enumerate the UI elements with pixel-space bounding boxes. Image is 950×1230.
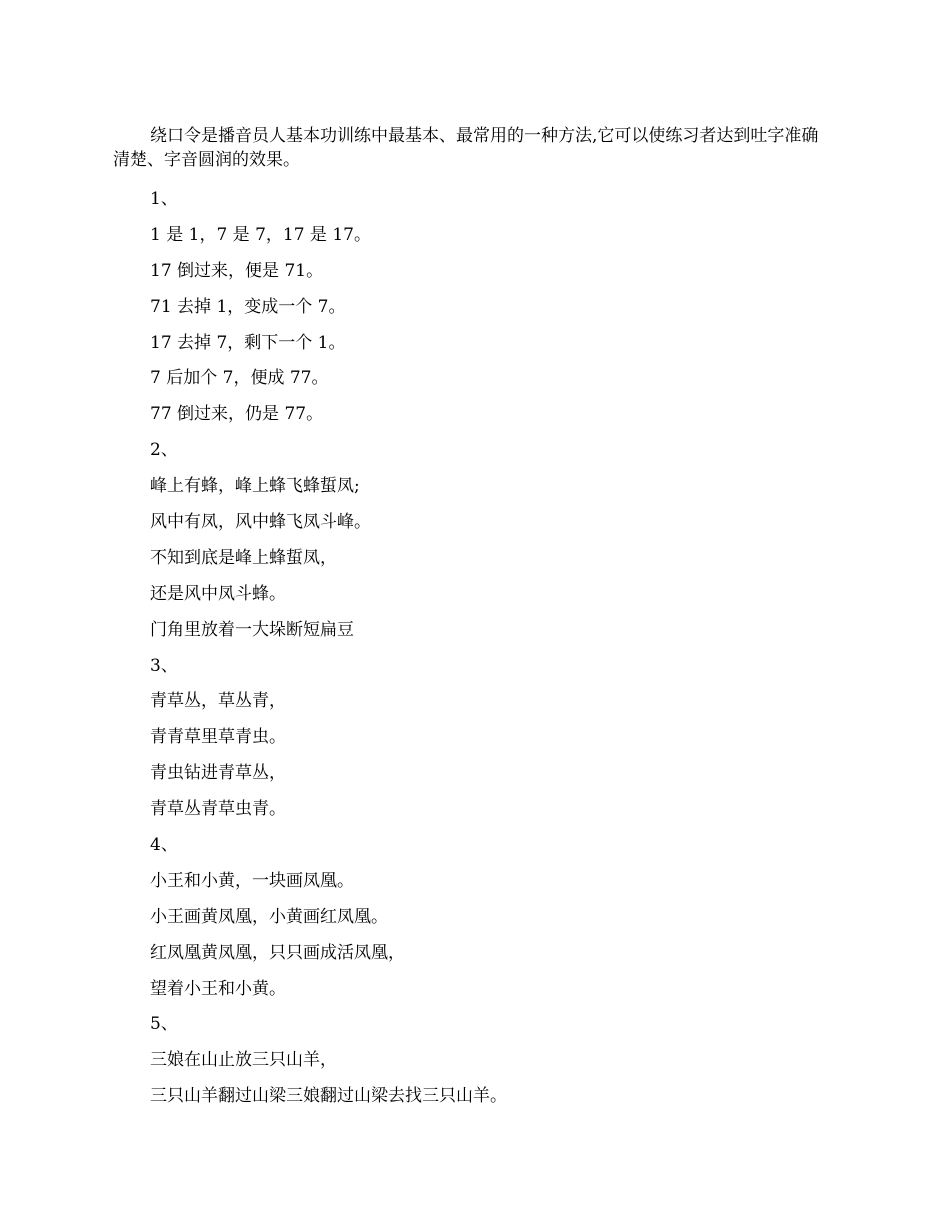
section-number-3: 3、 [150,655,178,676]
tongue-twister-list [150,182,850,1115]
section-number-5: 5、 [150,1014,178,1035]
text-line: 门角里放着一大垛断短扁豆 [150,619,354,640]
text-line: 青草丛青草虫青。 [150,799,286,820]
text-line: 77 倒过来，仍是 77。 [150,404,324,425]
text-line: 峰上有蜂，峰上蜂飞蜂蜇凤; [150,476,360,497]
text-line: 青草丛，草丛青， [150,691,286,712]
section-number-4: 4、 [150,835,178,856]
text-line: 望着小王和小黄。 [150,978,286,999]
text-line: 7 后加个 7，便成 77。 [150,368,329,389]
text-line: 小王画黄凤凰，小黄画红凤凰。 [150,906,388,927]
section-number-2: 2、 [150,440,178,461]
text-line: 青虫钻进青草丛， [150,763,286,784]
text-line: 还是风中凤斗蜂。 [150,583,286,604]
text-line: 小王和小黄，一块画凤凰。 [150,870,354,891]
text-line: 17 倒过来，便是 71。 [150,260,324,281]
text-line: 红凤凰黄凤凰，只只画成活凤凰， [150,942,405,963]
text-line: 1 是 1，7 是 7，17 是 17。 [150,224,371,245]
section-number-1: 1、 [150,189,178,209]
text-line: 三只山羊翻过山梁三娘翻过山梁去找三只山羊。 [150,1086,507,1107]
text-line: 17 去掉 7，剩下一个 1。 [150,332,346,353]
intro-paragraph: 绕口令是播音员人基本功训练中最基本、最常用的一种方法,它可以使练习者达到吐字准确清楚、字音圆润的效果。 [113,126,819,170]
text-line: 不知到底是峰上蜂蜇凤， [150,547,337,568]
text-line: 青青草里草青虫。 [150,727,286,748]
text-line: 风中有凤，风中蜂飞凤斗峰。 [150,512,371,533]
text-line: 三娘在山止放三只山羊， [150,1050,337,1071]
text-line: 71 去掉 1，变成一个 7。 [150,296,346,317]
